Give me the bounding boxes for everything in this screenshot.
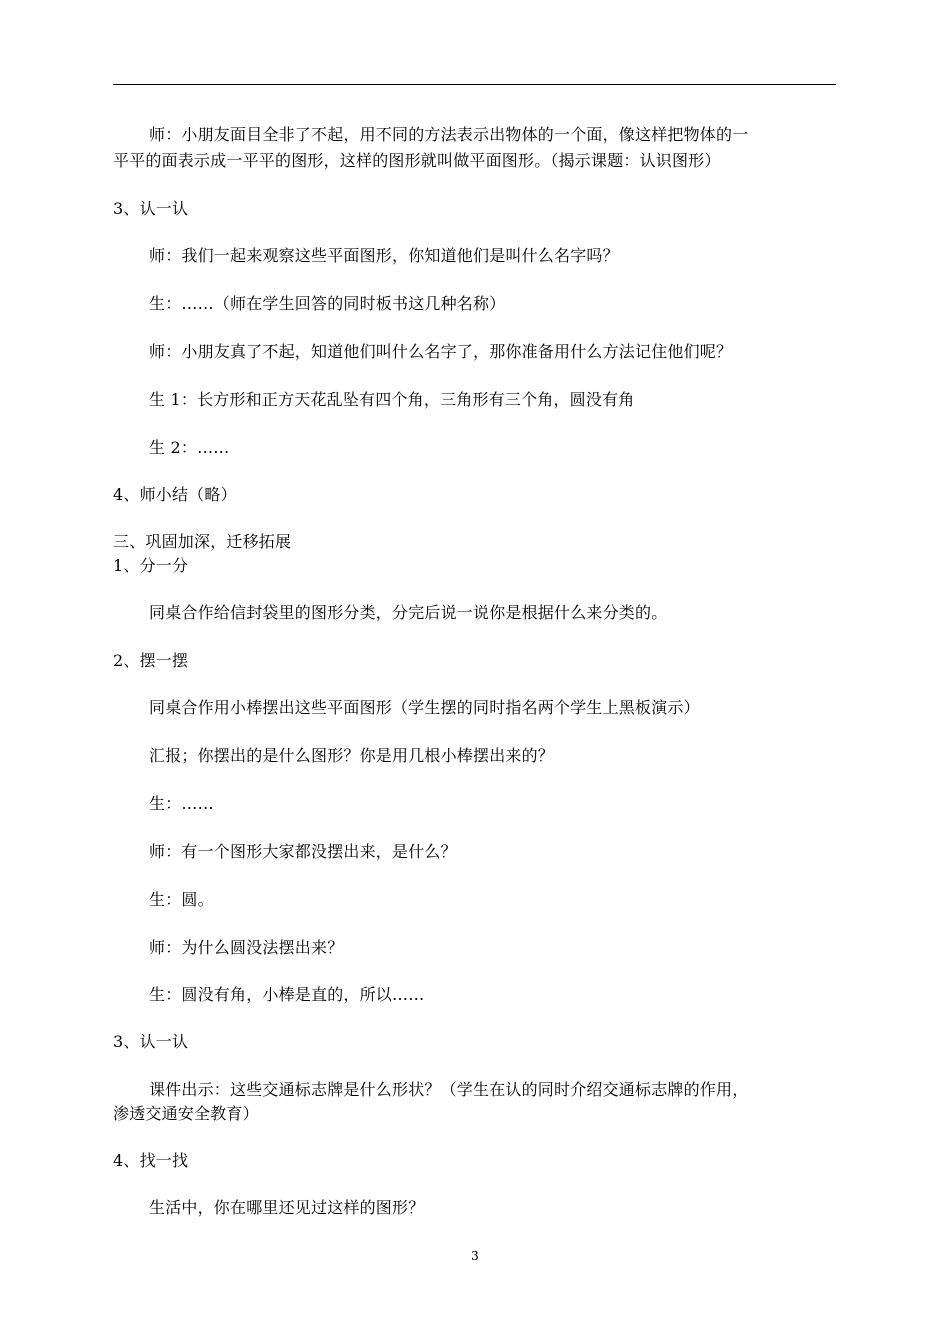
heading-arrange: 2、摆一摆 <box>113 651 189 670</box>
paragraph-student-circle: 生：圆。 <box>149 890 214 909</box>
heading-section-three: 三、巩固加深，迁移拓展 <box>113 532 292 551</box>
heading-teacher-summary: 4、师小结（略） <box>113 485 237 504</box>
heading-recognize-2: 3、认一认 <box>113 1032 189 1051</box>
paragraph-teacher-remember: 师：小朋友真了不起，知道他们叫什么名字了，那你准备用什么方法记住他们呢？ <box>149 342 733 361</box>
paragraph-student-answer-names: 生：……（师在学生回答的同时板书这几种名称） <box>149 294 506 313</box>
paragraph-student2: 生 2：…… <box>149 438 230 457</box>
paragraph-traffic-signs-line2: 渗透交通安全教育） <box>113 1104 259 1123</box>
paragraph-classify-shapes: 同桌合作给信封袋里的图形分类，分完后说一说你是根据什么来分类的。 <box>149 603 668 622</box>
paragraph-student-because: 生：圆没有角，小棒是直的，所以…… <box>149 985 425 1004</box>
paragraph-traffic-signs-line1: 课件出示：这些交通标志牌是什么形状？（学生在认的同时介绍交通标志牌的作用， <box>149 1080 749 1099</box>
paragraph-teacher-why: 师：为什么圆没法摆出来？ <box>149 938 344 957</box>
paragraph-report: 汇报；你摆出的是什么图形？你是用几根小棒摆出来的？ <box>149 746 555 765</box>
heading-recognize-1: 3、认一认 <box>113 199 189 218</box>
paragraph-student1: 生 1：长方形和正方天花乱坠有四个角，三角形有三个角，圆没有角 <box>149 390 635 409</box>
paragraph-teacher-summary-line1: 师：小朋友面目全非了不起，用不同的方法表示出物体的一个面，像这样把物体的一 <box>149 125 749 144</box>
heading-find: 4、找一找 <box>113 1151 189 1170</box>
header-rule <box>113 84 836 85</box>
paragraph-arrange-sticks: 同桌合作用小棒摆出这些平面图形（学生摆的同时指名两个学生上黑板演示） <box>149 698 700 717</box>
paragraph-teacher-observe: 师：我们一起来观察这些平面图形，你知道他们是叫什么名字吗？ <box>149 246 619 265</box>
heading-classify: 1、分一分 <box>113 556 189 575</box>
page-number: 3 <box>471 1249 479 1263</box>
paragraph-teacher-summary-line2: 平平的面表示成一平平的图形，这样的图形就叫做平面图形。（揭示课题：认识图形） <box>113 151 721 170</box>
paragraph-find-shapes: 生活中，你在哪里还见过这样的图形？ <box>149 1198 425 1217</box>
paragraph-student-report: 生：…… <box>149 794 214 813</box>
paragraph-teacher-question: 师：有一个图形大家都没摆出来，是什么？ <box>149 842 457 861</box>
